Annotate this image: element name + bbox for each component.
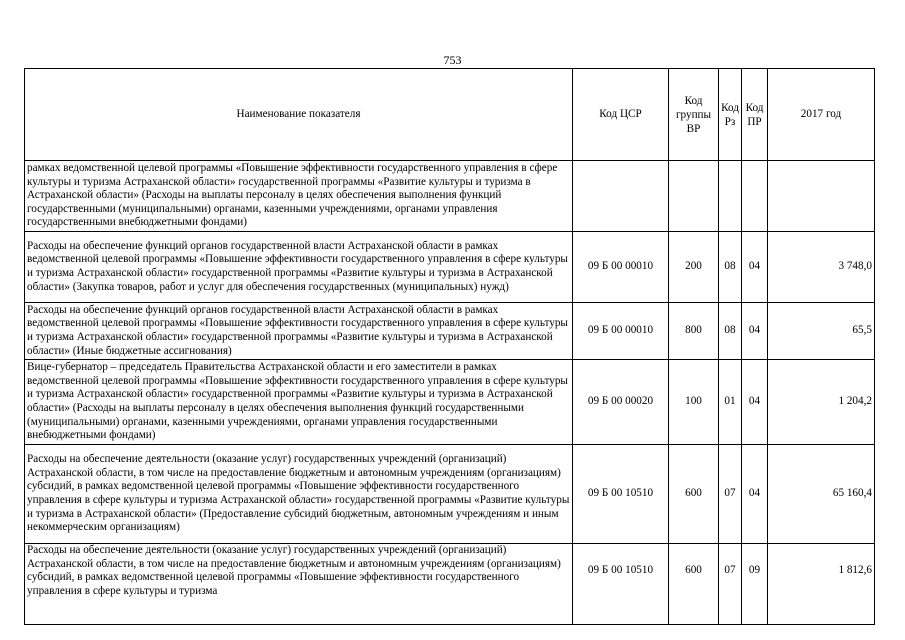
header-rz: Код Рз xyxy=(719,69,742,161)
table-row xyxy=(25,232,875,303)
row-vr: 800 xyxy=(669,303,719,360)
row-pr: 04 xyxy=(742,303,768,360)
table-row xyxy=(25,161,875,232)
row-vr: 600 xyxy=(669,445,719,544)
row-pr: 04 xyxy=(742,445,768,544)
row-name: Расходы на обеспечение деятельности (оказание услуг) государственных учреждений (организаций) Астраханской области, в том числе на предоставление бюджетным и автономным учреждениям (организациям) субсидий, в рамках ведомственной целевой программы «Повышение эффективности государственного управления в сфере культуры и туризма xyxy=(25,544,573,625)
header-name: Наименование показателя xyxy=(25,69,573,161)
row-name: Вице-губернатор – председатель Правительства Астраханской области и его заместители в рамках ведомственной целевой программы «Повышение эффективности государственного управления в сфере культуры и туризма Астраханской области» государственной программы «Развитие культуры и туризма в Астраханской области» (Расходы на выплаты персоналу в целях обеспечения выполнения функций государственными (муниципальными) органами, казенными учреждениями, органами управления государственными внебюджетными фондами) xyxy=(25,360,573,445)
row-rz: 01 xyxy=(719,360,742,445)
table-row xyxy=(25,360,875,445)
row-pr xyxy=(742,161,768,232)
page-number: 753 xyxy=(443,53,462,67)
header-year: 2017 год xyxy=(768,69,875,161)
row-name: Расходы на обеспечение деятельности (оказание услуг) государственных учреждений (организаций) Астраханской области, в том числе на предоставление бюджетным и автономным учреждениям (организациям) субсидий, в рамках ведомственной целевой программы «Повышение эффективности государственного управления в сфере культуры и туризма Астраханской области» государственной программы «Развитие культуры и туризма в Астраханской области» (Предоставление субсидий бюджетным, автономным учреждениям и иным некоммерческим организациям) xyxy=(25,445,573,544)
row-rz: 08 xyxy=(719,232,742,303)
row-amount xyxy=(768,161,875,232)
budget-table xyxy=(24,68,875,625)
row-csr: 09 Б 00 00020 xyxy=(573,360,669,445)
row-rz xyxy=(719,161,742,232)
row-csr: 09 Б 00 10510 xyxy=(573,544,669,625)
header-csr: Код ЦСР xyxy=(573,69,669,161)
row-csr xyxy=(573,161,669,232)
row-amount: 65,5 xyxy=(768,303,875,360)
row-amount: 1 812,6 xyxy=(768,544,875,625)
row-pr: 04 xyxy=(742,232,768,303)
row-vr: 100 xyxy=(669,360,719,445)
row-name: Расходы на обеспечение функций органов государственной власти Астраханской области в рамках ведомственной целевой программы «Повышение эффективности государственного управления в сфере культуры и туризма Астраханской области» государственной программы «Развитие культуры и туризма в Астраханской области» (Иные бюджетные ассигнования) xyxy=(25,303,573,360)
header-vr: Код группы ВР xyxy=(669,69,719,161)
row-amount: 65 160,4 xyxy=(768,445,875,544)
row-rz: 07 xyxy=(719,445,742,544)
row-name: рамках ведомственной целевой программы «Повышение эффективности государственного управления в сфере культуры и туризма Астраханской области» государственной программы «Развитие культуры и туризма в Астраханской области» (Расходы на выплаты персоналу в целях обеспечения выполнения функций государственными (муниципальными) органами, казенными учреждениями, органами управления государственными внебюджетными фондами) xyxy=(25,161,573,232)
row-csr: 09 Б 00 10510 xyxy=(573,445,669,544)
table-row xyxy=(25,303,875,360)
row-csr: 09 Б 00 00010 xyxy=(573,232,669,303)
table-row xyxy=(25,544,875,625)
row-amount: 1 204,2 xyxy=(768,360,875,445)
header-pr: Код ПР xyxy=(742,69,768,161)
row-pr: 09 xyxy=(742,544,768,625)
table-header-row xyxy=(25,69,875,161)
row-rz: 07 xyxy=(719,544,742,625)
table-row xyxy=(25,445,875,544)
row-rz: 08 xyxy=(719,303,742,360)
row-vr: 600 xyxy=(669,544,719,625)
row-vr: 200 xyxy=(669,232,719,303)
row-name: Расходы на обеспечение функций органов государственной власти Астраханской области в рамках ведомственной целевой программы «Повышение эффективности государственного управления в сфере культуры и туризма Астраханской области» государственной программы «Развитие культуры и туризма в Астраханской области» (Закупка товаров, работ и услуг для обеспечения государственных (муниципальных) нужд) xyxy=(25,232,573,303)
row-amount: 3 748,0 xyxy=(768,232,875,303)
row-pr: 04 xyxy=(742,360,768,445)
row-csr: 09 Б 00 00010 xyxy=(573,303,669,360)
row-vr xyxy=(669,161,719,232)
